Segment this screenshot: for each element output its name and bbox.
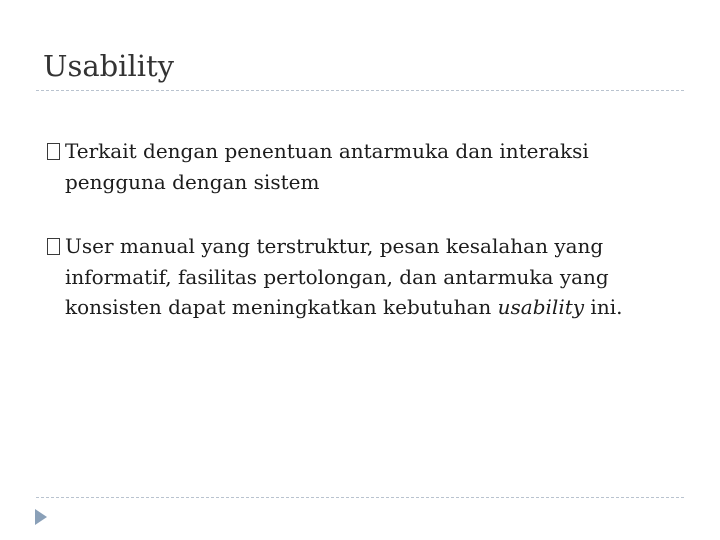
- bullet-item: [47, 136, 687, 197]
- emphasis-text: usability: [497, 295, 585, 319]
- bullet-list: [47, 136, 687, 357]
- bullet-tail-text: ini.: [590, 295, 623, 319]
- bullet-text: [65, 231, 680, 323]
- footer-divider: [36, 497, 684, 498]
- bullet-body-text: User manual yang terstruktur, pesan kesalahan yang informatif, fasilitas pertolongan, dan antarmuka yang konsisten dapat meningkatkan kebutuhan: [65, 234, 609, 319]
- title-divider: [36, 90, 684, 91]
- bullet-text: Terkait dengan penentuan antarmuka dan interaksi pengguna dengan sistem: [65, 139, 589, 194]
- checkbox-square-icon: [47, 238, 60, 255]
- checkbox-square-icon: [47, 143, 60, 160]
- slide-title: Usability: [43, 49, 175, 83]
- triangle-right-icon[interactable]: [34, 508, 48, 526]
- bullet-item: [47, 231, 687, 323]
